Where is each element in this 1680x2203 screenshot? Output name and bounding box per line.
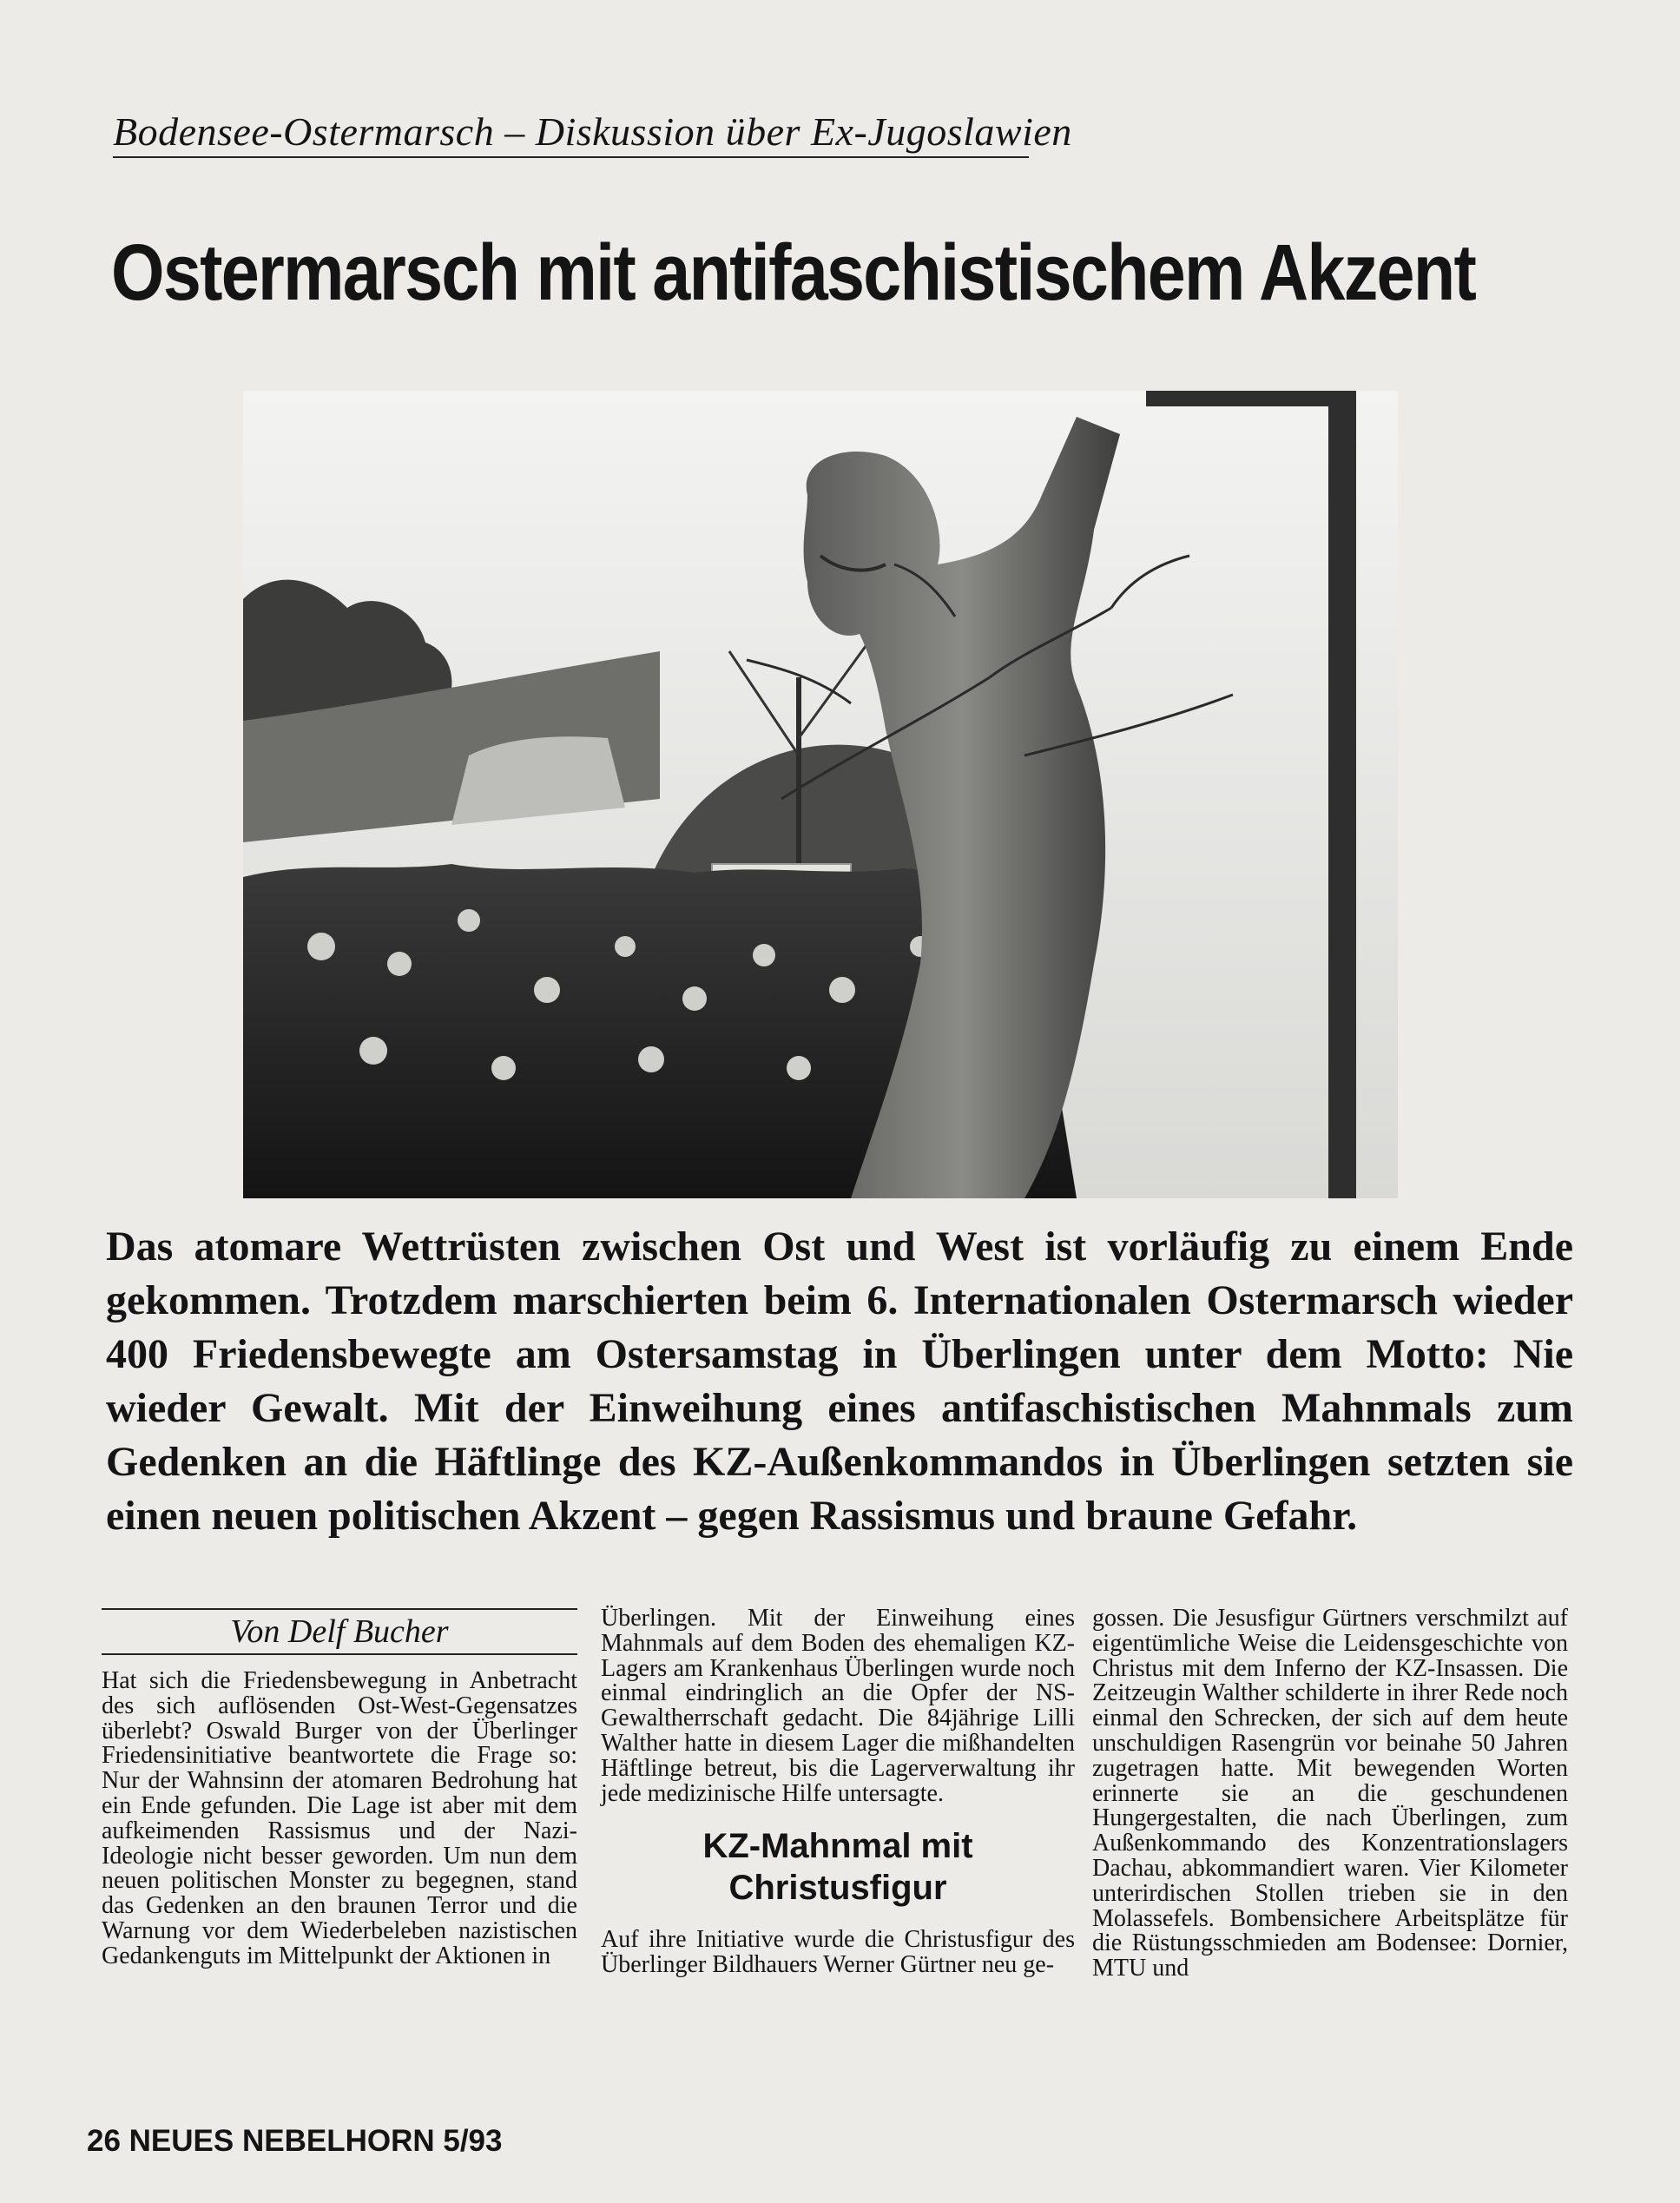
- text-column-2: [601, 1606, 1075, 1978]
- body-paragraph-1: Hat sich die Friedensbewegung in Anbetracht des sich auflösenden Ost-West-Gegensatzes überlebt? Oswald Burger von der Überlinger Friedensinitiative beantwortete die Frage so: Nur der Wahnsinn der atomaren Bedrohung hat ein Ende gefunden. Die Lage ist aber mit dem aufkeimenden Rassismus und der Nazi-Ideologie nicht besser geworden. Um nun dem neuen politischen Monster zu begegnen, stand das Gedenken an den braunen Terror und die Warnung vor dem Wiederbeleben nazistischen Gedankenguts im Mittelpunkt der Aktionen in: [102, 1667, 577, 1969]
- section-kicker: Bodensee-Ostermarsch – Diskussion über Ex-Jugoslawien: [113, 109, 1029, 158]
- section-subheading: KZ-Mahnmal mit Christusfigur: [702, 1827, 973, 1908]
- body-paragraph-4: gossen. Die Jesusfigur Gürtners verschmilzt auf eigentümliche Weise die Leidensgeschichte von Christus mit dem Inferno der KZ-Insassen. Die Zeitzeugin Walther schilderte in ihrer Rede noch einmal den Schrecken, der sich auf dem heute unschuldigen Rasengrün vor beinahe 50 Jahren zugetragen hatte. Mit bewegenden Worten erinnerte sie an die geschundenen Hungergestalten, die nach Überlingen, zum Außenkommando des Konzentrationslagers Dachau, abkommandiert waren. Vier Kilometer unterirdischen Stollen trieben sie in den Molassefels. Bombensichere Arbeitsplätze für die Rüstungsschmieden am Bodensee: Dornier, MTU und: [1092, 1605, 1568, 1982]
- article-photo: [243, 391, 1398, 1198]
- page-footer: 26 NEUES NEBELHORN 5/93: [87, 2124, 503, 2158]
- body-paragraph-2: Überlingen. Mit der Einweihung eines Mahnmals auf dem Boden des ehemaligen KZ-Lagers am Krankenhaus Überlingen wurde noch einmal eindringlich an die Opfer der NS-Gewaltherrschaft gedacht. Die 84jährige Lilli Walther hatte in diesem Lager die mißhandelten Häftlinge betreut, bis die Lagerverwaltung ihr jede medizinische Hilfe untersagte.: [601, 1605, 1075, 1807]
- text-column-3: [1092, 1606, 1568, 1982]
- body-paragraph-3: Auf ihre Initiative wurde die Christusfigur des Überlinger Bildhauers Werner Gürtner neu ge-: [601, 1926, 1075, 1979]
- text-column-1: [102, 1606, 577, 1969]
- article-lead: Das atomare Wettrüsten zwischen Ost und West ist vorläufig zu einem Ende gekommen. Trotzdem marschierten beim 6. Internationalen Ostermarsch wieder 400 Friedensbewegte am Ostersamstag in Überlingen unter dem Motto: Nie wieder Gewalt. Mit der Einweihung eines antifaschistischen Mahnmals zum Gedenken an die Häftlinge des KZ-Außenkommandos in Überlingen setzten sie einen neuen politischen Akzent – gegen Rassismus und braune Gefahr.: [106, 1224, 1573, 1539]
- article-headline: Ostermarsch mit antifaschistischem Akzent: [111, 228, 1476, 317]
- author-byline: Von Delf Bucher: [102, 1608, 577, 1655]
